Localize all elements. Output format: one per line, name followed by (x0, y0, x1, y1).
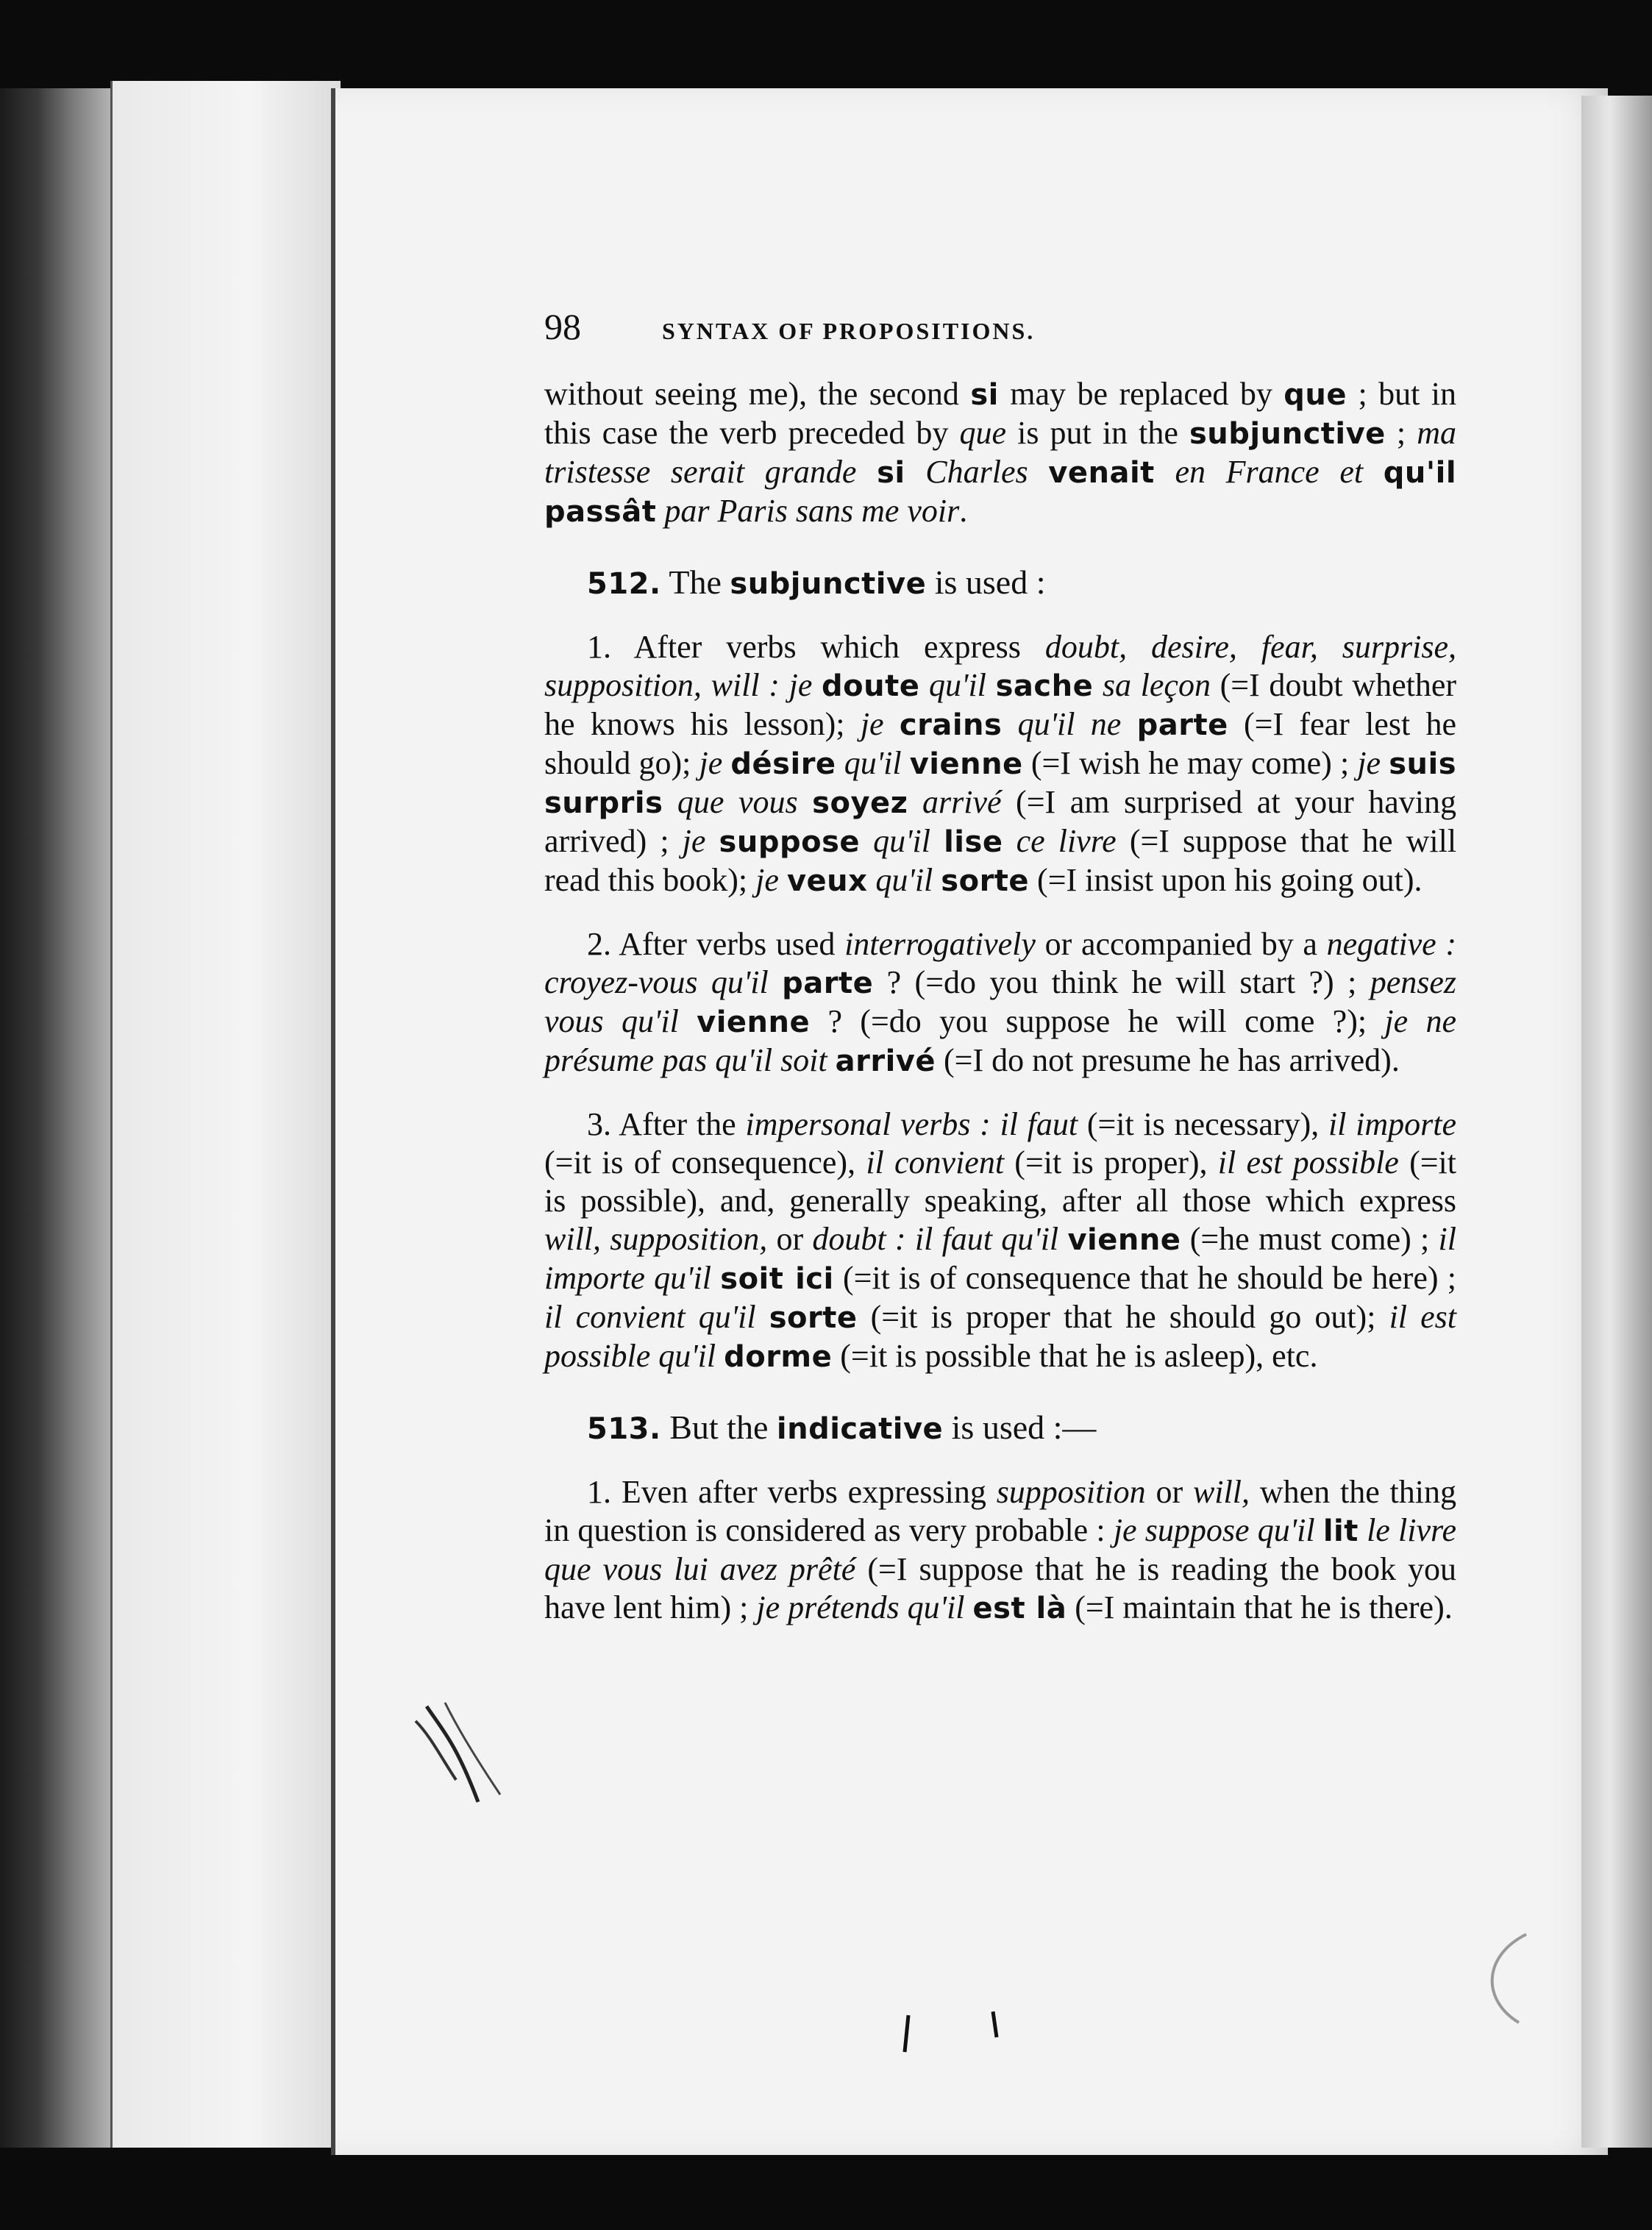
text-run (663, 784, 677, 820)
bold-term: indicative (776, 1412, 944, 1446)
text-run: ; but in this case the verb preceded by (544, 376, 1457, 451)
italic-text: ma tristesse serait grande (544, 415, 1456, 490)
text-run (933, 862, 941, 898)
italic-text: arrivé (922, 784, 1002, 820)
bold-term: lit (1322, 1514, 1359, 1548)
italic-text: interrogatively (844, 926, 1036, 962)
bold-term: arrivé (835, 1044, 936, 1078)
bold-term: crains (899, 708, 1003, 742)
italic-text: negative : croyez-vous qu'il (544, 926, 1456, 1000)
bold-term: suppose (719, 825, 861, 859)
italic-text: pensez vous qu'il (544, 964, 1456, 1039)
text-run (1058, 1221, 1067, 1257)
bold-term: parte (1136, 708, 1228, 742)
text-run (1028, 454, 1049, 490)
bold-term: est là (972, 1592, 1067, 1625)
section-number: 513. (587, 1412, 661, 1446)
bold-term: subjunctive (730, 567, 927, 601)
italic-text: sa leçon (1102, 667, 1211, 703)
text-run: may be replaced by (998, 376, 1284, 412)
text-run: (=it is possible), and, generally speaking, after all those which express (544, 1144, 1456, 1219)
italic-text: que vous (677, 784, 798, 820)
italic-text: qu'il ne (1017, 706, 1122, 742)
rule-item-1 (544, 628, 1456, 900)
italic-text: il importe (1328, 1106, 1457, 1142)
text-run (1363, 454, 1384, 490)
bold-term: doute (822, 669, 920, 703)
text-run (812, 667, 822, 703)
italic-text: il convient qu'il (544, 1299, 756, 1335)
text-run: (=I suppose that he is reading the book you have lent him) ; (544, 1551, 1456, 1625)
text-run: is used :— (943, 1408, 1097, 1446)
bold-term: vienne (1067, 1223, 1181, 1257)
text-run (769, 964, 782, 1000)
text-run (1359, 1512, 1367, 1548)
text-run: (=I fear lest he should go); (544, 706, 1457, 781)
text-run (722, 745, 730, 781)
bold-term: dorme (724, 1340, 833, 1374)
italic-text: supposition (996, 1474, 1146, 1510)
text-run: 1. Even after verbs expressing (587, 1474, 997, 1510)
text-run (1381, 745, 1389, 781)
text-run (965, 1589, 973, 1625)
text-run: But the (661, 1408, 777, 1446)
text-run (1155, 454, 1175, 490)
bold-term: venait (1048, 456, 1155, 490)
text-run (1003, 823, 1016, 859)
bold-term: suis surpris (544, 747, 1457, 820)
bold-term: si (970, 378, 999, 412)
text-run: or accompanied by a (1035, 926, 1327, 962)
text-run (716, 1338, 724, 1374)
italic-text: en France et (1175, 454, 1364, 490)
text-run: or (767, 1221, 813, 1257)
text-run: when the thing in question is considered as very probable : (544, 1474, 1457, 1548)
text-run: (=it is of consequence), (544, 1144, 866, 1180)
page-bottom-marks (894, 2008, 1011, 2059)
text-run (779, 862, 787, 898)
bold-term: soyez (812, 786, 908, 820)
italic-text: doubt : il faut qu'il (812, 1221, 1059, 1257)
ink-smudge-mark (412, 1699, 522, 1809)
italic-text: il est possible (1217, 1144, 1399, 1180)
section-number: 512. (587, 567, 661, 601)
ink-curve-mark (1467, 1927, 1534, 2030)
bold-term: parte (782, 966, 874, 1000)
page-stack-right-edge (1581, 96, 1652, 2148)
italic-text: Charles (925, 454, 1028, 490)
italic-text: will, (1192, 1474, 1250, 1510)
bold-term: sorte (769, 1301, 858, 1335)
running-head: SYNTAX OF PROPOSITIONS. (662, 318, 1036, 344)
italic-text: je (682, 823, 706, 859)
bold-term: veux (786, 864, 868, 898)
italic-text: je (860, 706, 884, 742)
text-run (711, 1260, 720, 1296)
text-run: . (959, 493, 968, 529)
italic-text: doubt, desire, fear, surprise, supposition, will : je (544, 629, 1456, 703)
text-run: (=it is possible that he is asleep), etc. (832, 1338, 1318, 1374)
text-run (884, 706, 900, 742)
text-run: (=I doubt whether he knows his lesson); (544, 667, 1457, 742)
bold-term: si (877, 456, 905, 490)
bold-term: lise (944, 825, 1003, 859)
italic-text: qu'il (929, 667, 986, 703)
bold-term: sache (995, 669, 1094, 703)
section-512-heading (544, 563, 1456, 603)
italic-text: par Paris sans me voir (664, 493, 960, 529)
italic-text: will, supposition, (544, 1221, 768, 1257)
text-run: 2. After verbs used (587, 926, 845, 962)
italic-text: je (755, 862, 779, 898)
italic-text: je suppose qu'il (1113, 1512, 1315, 1548)
text-run: (=it is proper), (1004, 1144, 1218, 1180)
text-run: 3. After the (587, 1106, 746, 1142)
text-run: (=it is proper that he should go out); (857, 1299, 1389, 1335)
italic-text: il convient (866, 1144, 1005, 1180)
text-run: or (1145, 1474, 1193, 1510)
text-run (679, 1003, 697, 1039)
rule-item-4 (544, 1473, 1456, 1628)
text-run: (=it is necessary), (1078, 1106, 1328, 1142)
text-run: (=it is of consequence that he should be here) ; (833, 1260, 1456, 1296)
italic-text: qu'il (844, 745, 902, 781)
text-run (705, 823, 719, 859)
text-run: (=I am surprised at your having arrived) ; (544, 784, 1457, 859)
text-run (860, 823, 873, 859)
text-run (902, 745, 910, 781)
rule-item-2 (544, 925, 1456, 1080)
section-513-heading (544, 1408, 1456, 1448)
italic-text: ce livre (1016, 823, 1117, 859)
page-header (544, 307, 1456, 359)
bold-term: vienne (697, 1005, 811, 1039)
text-run: ; (1385, 415, 1417, 451)
italic-text: je (699, 745, 723, 781)
text-run: (=I insist upon his going out). (1029, 862, 1423, 898)
text-run (798, 784, 813, 820)
text-run: (=he must come) ; (1181, 1221, 1439, 1257)
italic-text: je ne présume pas qu'il soit (544, 1003, 1456, 1078)
text-run: ? (=do you think he will start ?) ; (873, 964, 1370, 1000)
text-run (986, 667, 996, 703)
page-number: 98 (544, 306, 581, 347)
italic-text: que (959, 415, 1007, 451)
text-run (827, 1042, 836, 1078)
bold-term: désire (730, 747, 836, 781)
text-run (1121, 706, 1136, 742)
italic-text: il est possible qu'il (544, 1299, 1457, 1374)
text-run (836, 745, 844, 781)
text-run: (=I do not presume he has arrived). (936, 1042, 1400, 1078)
text-run: is put in the (1006, 415, 1189, 451)
bold-term: que (1283, 378, 1347, 412)
bold-term: sorte (941, 864, 1030, 898)
text-run: without seeing me), the second (544, 376, 971, 412)
text-run: 1. After verbs which express (587, 629, 1045, 665)
text-run (1315, 1512, 1323, 1548)
text-run: (=I wish he may come) ; (1022, 745, 1358, 781)
text-run: (=I maintain that he is there). (1067, 1589, 1453, 1625)
text-run: ? (=do you suppose he will come ?); (810, 1003, 1385, 1039)
bold-term: qu'il passât (544, 456, 1457, 529)
text-run: is used : (926, 563, 1046, 601)
text-run (919, 667, 929, 703)
text-run (756, 1299, 769, 1335)
text-run (905, 454, 926, 490)
continued-paragraph (544, 375, 1456, 531)
book-spine-edge (0, 88, 129, 2148)
text-run (656, 493, 664, 529)
italic-text: je (1357, 745, 1381, 781)
text-run (930, 823, 944, 859)
italic-text: impersonal verbs : il faut (745, 1106, 1078, 1142)
page-content (544, 307, 1456, 1628)
text-run (867, 862, 875, 898)
text-run: The (661, 563, 730, 601)
bold-term: subjunctive (1189, 417, 1386, 451)
bold-term: soit ici (720, 1262, 834, 1296)
text-run (908, 784, 922, 820)
italic-text: je prétends qu'il (756, 1589, 965, 1625)
text-run (1093, 667, 1103, 703)
facing-page (110, 81, 341, 2148)
italic-text: qu'il (875, 862, 933, 898)
italic-text: il importe qu'il (544, 1221, 1456, 1296)
italic-text: qu'il (873, 823, 930, 859)
text-run (1002, 706, 1017, 742)
rule-item-3 (544, 1105, 1456, 1376)
text-run (856, 454, 877, 490)
italic-text: le livre que vous lui avez prêté (544, 1512, 1457, 1587)
bold-term: vienne (909, 747, 1023, 781)
text-run: (=I suppose that he will read this book); (544, 823, 1457, 898)
